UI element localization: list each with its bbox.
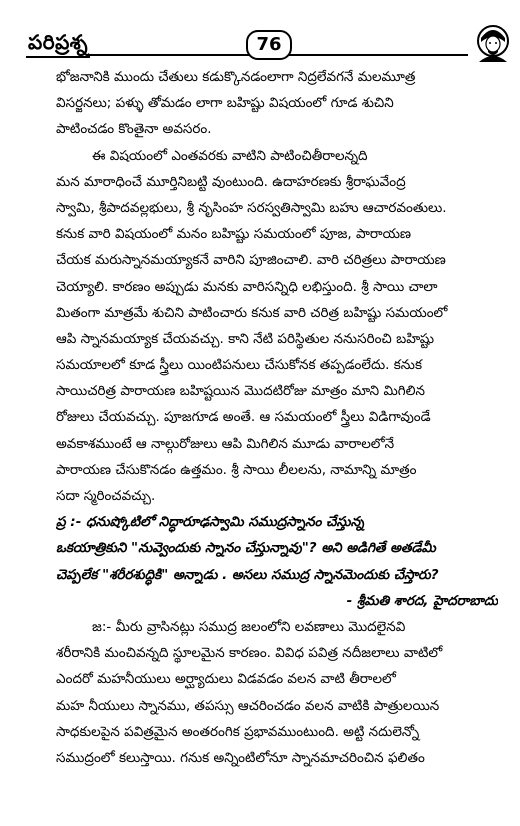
question-line: ఒకయాత్రికుని "నువ్వెందుకు స్నానం చేస్తున్నావు"? అని అడిగితే అతడేమీ [56, 540, 436, 557]
text-line: అవకాశముంటే ఆ నాల్గురోజులు ఆపి మిగిలిన మూడు వారాలలోనే [56, 435, 395, 452]
answer-line: జ:- మీరు వ్రాసినట్లు సముద్ర జలంలోని లవణాలు మొదలైనవి [92, 618, 406, 635]
text-line: మితంగా మాత్రమే శుచిని పాటించారు కనుక వారి చరిత్ర బహిష్టు సమయంలో [56, 304, 448, 321]
text-line: భోజనానికి ముందు చేతులు కడుక్కొనడంలాగా నిద్రలేవగనే మలమూత్ర [56, 69, 416, 85]
saint-portrait-icon [476, 24, 510, 62]
reader-question [56, 509, 498, 614]
answer-line: మహ నీయులు స్నానము, తపస్సు ఆచరించడం వలన వాటికి పాత్రులయిన [56, 697, 440, 714]
page-header [28, 30, 510, 60]
page-body [56, 64, 498, 771]
text-line: చెయ్యాలి. కారణం అప్పుడు మనకు వారిసన్నిధి లభిస్తుంది. శ్రీ సాయి చాలా [56, 278, 438, 295]
text-line: కనుక వారి విషయంలో మనం బహిష్టు సమయంలో పూజ, పారాయణ [56, 226, 412, 243]
answer-line: సాధకులపైన పవిత్రమైన అంతరంగిక ప్రభావముంటుంది. అట్టి నదులెన్నో [56, 723, 420, 740]
question-line: చెప్పలేక "శరీరశుద్ధికి" అన్నాడు . అసలు సముద్ర స్నానమెందుకు చేస్తారు? [56, 566, 439, 583]
text-line: సమయాలలో కూడ స్త్రీలు యింటిపనులు చేసుకోనక తప్పడంలేదు. కనుక [56, 357, 422, 374]
text-line: ఆపి స్నానమయ్యాక చేయవచ్చు. కాని నేటి పరిస్థితుల ననుసరించి బహిష్టు [56, 330, 435, 347]
text-line: మన మారాధించే మూర్తినిబట్టి వుంటుంది. ఉదాహరణకు శ్రీరాఘవేంద్ర [56, 173, 406, 190]
text-line: స్వామి, శ్రీపాదవల్లభులు, శ్రీ నృసింహ సరస్వతిస్వామి బహు ఆచారవంతులు. [56, 199, 447, 216]
text-line: సాయిచరిత్ర పారాయణ బహిష్టయిన మొదటిరోజు మాత్రం మాని మిగిలిన [56, 383, 425, 400]
question-line: ప్ర :- ధనుష్కోటిలో నిద్ధారూఢస్వామి సముద్రస్నానం చేస్తున్న [56, 514, 365, 531]
text-line: సదా స్మరించవచ్చు. [56, 488, 156, 504]
page-number: 76 [246, 30, 292, 60]
paragraph-1 [56, 64, 498, 143]
text-line: చేయక మరుస్నానమయ్యాకనే వారిని పూజించాలి. వారి చరిత్రలు పారాయణ [56, 252, 446, 269]
text-line: ఈ విషయంలో ఎంతవరకు వాటిని పాటించితీరాలన్నది [92, 147, 368, 164]
answer [56, 614, 498, 771]
answer-line: సముద్రంలో కలుస్తాయి. గనుక అన్నింటిలోనూ స్నానమాచరించిన ఫలితం [56, 749, 425, 766]
paragraph-2 [56, 143, 498, 510]
text-line: విసర్జనలు; పళ్ళు తోమడం లాగా బహిష్టు విషయంలో గూడ శుచిని [56, 95, 394, 112]
text-line: పాటించడం కొంతైనా అవసరం. [56, 121, 212, 138]
text-line: పారాయణ చేసుకొనడం ఉత్తమం. శ్రీ సాయి లీలలను, నామాన్ని మాత్రం [56, 461, 417, 478]
question-signature: - శ్రీమతి శారద, హైదరాబాదు [346, 592, 498, 609]
answer-line: శరీరానికి మంచివన్నది స్థూలమైన కారణం. వివిధ పవిత్ర నదీజలాలు వాటిలో [56, 645, 443, 662]
text-line: రోజులు చేయవచ్చు. పూజగూడ అంతే. ఆ సమయంలో స్త్రీలు విడిగావుండే [56, 409, 431, 426]
book-title: పరిప్రశ్న [28, 30, 88, 59]
answer-line: ఎందరో మహనీయులు అర్ఘ్యాదులు విడవడం వలన వాటి తీరాలలో [56, 671, 396, 688]
